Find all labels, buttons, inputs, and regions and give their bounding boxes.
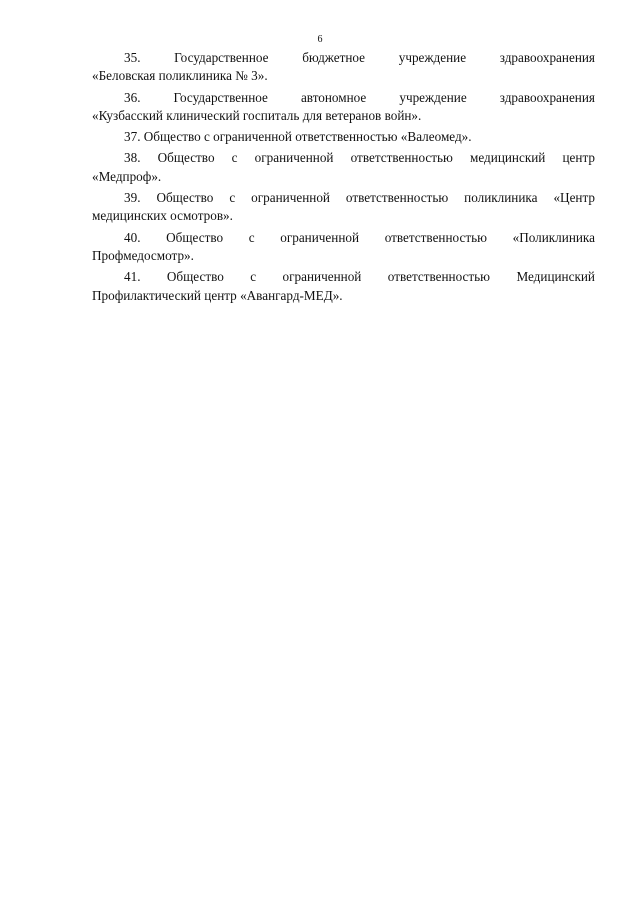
list-item-line: 40. Общество с ограниченной ответственностью «Поликлиника	[124, 229, 595, 245]
list-item-line: 38. Общество с ограниченной ответственностью медицинский центр	[124, 150, 595, 166]
list-item-line: 41. Общество с ограниченной ответственностью Медицинский	[124, 269, 595, 285]
list-item-35	[92, 49, 595, 86]
organization-list	[92, 49, 595, 308]
list-item-37	[92, 128, 595, 146]
list-item-line: 35. Государственное бюджетное учреждение здравоохранения	[124, 50, 595, 65]
list-item-line: «Беловская поликлиника № 3».	[92, 68, 268, 84]
list-item-line: 39. Общество с ограниченной ответственностью поликлиника «Центр	[124, 190, 595, 206]
list-item-40	[92, 229, 595, 266]
list-item-line: Профмедосмотр».	[92, 247, 194, 263]
list-item-line: «Кузбасский клинический госпиталь для ветеранов войн».	[92, 107, 422, 123]
list-item-36	[92, 89, 595, 126]
list-item-39	[92, 189, 595, 226]
list-item-41	[92, 268, 595, 305]
list-item-line: Профилактический центр «Авангард-МЕД».	[92, 287, 343, 303]
list-item-line: «Медпроф».	[92, 168, 162, 184]
list-item-line: 36. Государственное автономное учреждение здравоохранения	[124, 89, 595, 105]
list-item-38	[92, 149, 595, 186]
list-item-line: медицинских осмотров».	[92, 208, 233, 224]
page-number: 6	[317, 34, 323, 45]
list-item-line: 37. Общество с ограниченной ответственностью «Валеомед».	[124, 129, 472, 145]
